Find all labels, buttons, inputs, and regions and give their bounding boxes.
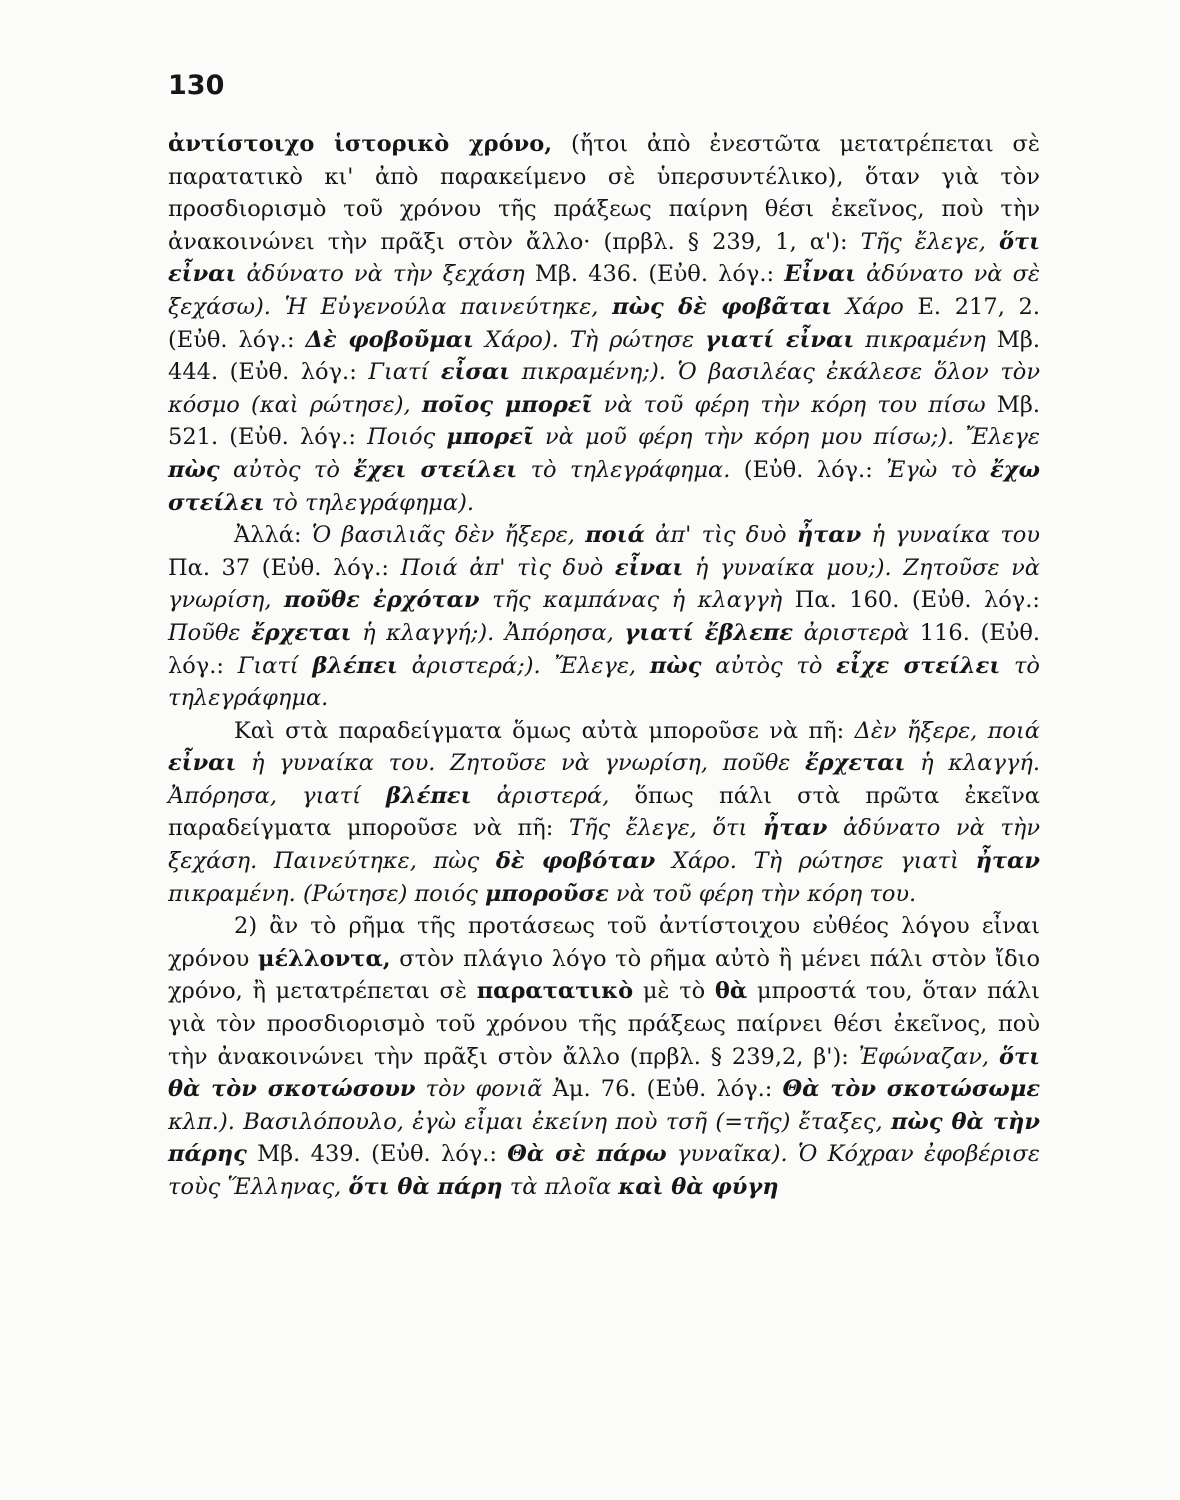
text-run: πικραμένη;). Ὁ βασιλέας ἐκάλεσε ὅλον τὸν κόσμο (καὶ ρώτησε), — [168, 359, 1041, 418]
text-run: Μβ. 444. (Εὐθ. λόγ.: — [168, 326, 1040, 386]
text-run: βλέπει — [312, 652, 398, 679]
text-run: ἦταν — [796, 522, 862, 549]
text-run: Θὰ τὸν σκοτώσωμε — [782, 1076, 1040, 1103]
text-run: θὰ — [714, 978, 748, 1005]
text-run: Εἶναι — [784, 261, 857, 288]
text-run: Χάρο. Τὴ ρώτησε γιατὶ — [655, 848, 976, 875]
text-run: εἶσαι — [440, 359, 511, 386]
text-run: Ἐφώναζαν, — [858, 1043, 999, 1070]
text-run: ποῖος μπορεῖ — [421, 391, 593, 418]
text-run: μπροστά του, ὅταν πάλι γιὰ τὸν προσδιορισμὸ τοῦ χρόνου τῆς πράξεως παίρνει θέσι ἐκεῖνος, ποὺ τὴν ἀνακοινώνει τὴν πρᾶξι στὸν ἄλλο (πρβλ. § 239,2, β'): — [168, 978, 1041, 1070]
text-run: ἀδύνατο νὰ σὲ ξεχάσω). Ἡ Εὐγενούλα παινεύτηκε, — [168, 261, 1040, 320]
text-run: ἀδύνατο νὰ τὴν ξεχάση — [236, 261, 525, 288]
text-run: ποῦθε ἐρχόταν — [284, 587, 480, 614]
text-run: Γιατί — [368, 359, 441, 386]
text-run: Ποιά ἀπ' τὶς δυὸ — [400, 554, 615, 581]
text-run: Μβ. 436. (Εὐθ. λόγ.: — [524, 261, 785, 288]
text-run: νὰ μοῦ φέρη τὴν κόρη μου πίσω;). Ἔλεγε — [533, 424, 1040, 451]
text-run: πὼς δὲ φοβᾶται — [612, 293, 833, 320]
text-run: Τῆς ἔλεγε, — [860, 228, 999, 255]
text-run: ἔχω στείλει — [168, 456, 1040, 516]
text-run: ἀντίστοιχο ἱστορικὸ χρόνο, — [168, 131, 553, 157]
text-run: ἡ γυναίκα μου;). Ζητοῦσε νὰ γνωρίση, — [168, 554, 1040, 614]
text-run: πὼς — [649, 652, 702, 679]
text-run: Θὰ σὲ πάρω — [507, 1141, 667, 1168]
text-run: νὰ τοῦ φέρη τὴν κόρη του πίσω — [592, 391, 986, 418]
text-run: ἡ κλαγγή;). Ἀπόρησα, — [351, 619, 625, 646]
text-run: Ἀλλά: — [234, 522, 312, 549]
text-run: μπορεῖ — [446, 424, 534, 451]
text-run: νὰ τοῦ φέρη τὴν κόρη του. — [608, 880, 917, 907]
text-run: ἀδύνατο νὰ τὴν ξεχάση. Παινεύτηκε, πὼς — [168, 815, 1041, 875]
text-run: Ποῦθε — [168, 619, 252, 646]
text-run: ἔχει στείλει — [353, 456, 518, 483]
paragraph-3 — [168, 715, 1040, 911]
text-run: γιατί εἶναι — [705, 326, 855, 353]
text-run: ἀριστερά;). Ἔλεγε, — [397, 652, 650, 679]
text-run: 116. (Εὐθ. λόγ.: — [168, 619, 1041, 679]
text-run: μποροῦσε — [484, 880, 609, 907]
text-run: Ποιός — [367, 424, 447, 451]
text-run: (Εὐθ. λόγ.: — [730, 456, 887, 483]
text-run: ἦταν — [762, 815, 828, 842]
text-run: ποιά — [585, 522, 645, 549]
text-run: τὸν φονιᾶ — [415, 1076, 543, 1103]
text-run: παρατατικὸ — [476, 978, 634, 1005]
text-run: στὸν πλάγιο λόγο τὸ ρῆμα αὐτὸ ἢ μένει πάλι στὸν ἴδιο χρόνο, ἢ μετατρέπεται σὲ — [168, 945, 1040, 1005]
text-run: Πα. 37 (Εὐθ. λόγ.: — [168, 554, 401, 581]
text-column — [168, 128, 1040, 1204]
text-run: ἡ κλαγγή. Ἀπόρησα, γιατί — [168, 750, 1040, 809]
text-run: Ὁ βασιλιᾶς δὲν ἤξερε, — [311, 522, 586, 549]
text-run: ἔρχεται — [804, 750, 906, 777]
text-run: ἀπ' τὶς δυὸ — [644, 522, 797, 549]
text-run: δὲ φοβόταν — [495, 848, 656, 875]
text-run: ὅτι εἶναι — [168, 228, 1040, 288]
paragraph-1 — [168, 128, 1040, 519]
text-run: τὰ πλοῖα — [502, 1174, 619, 1200]
text-run: κλπ.). Βασιλόπουλο, ἐγὼ εἶμαι ἐκείνη ποὺ τσῆ (=τῆς) ἔταξες, — [168, 1108, 891, 1135]
text-run: εἶχε στείλει — [836, 652, 1001, 679]
text-run: ὅτι θὰ τὸν σκοτώσουν — [168, 1043, 1040, 1103]
text-run: ἡ γυναίκα του — [861, 522, 1040, 549]
text-run: τὸ τηλεγράφημα. — [168, 652, 1040, 712]
text-run: πὼς θὰ τὴν πάρης — [168, 1108, 1040, 1168]
text-run: πὼς — [168, 456, 220, 483]
text-run: αὐτὸς τὸ — [701, 652, 837, 679]
text-run: 2) ἂν τὸ ρῆμα τῆς προτάσεως τοῦ ἀντίστοιχου εὐθέος λόγου εἶναι χρόνου — [168, 913, 1040, 972]
text-run: καὶ θὰ φύγη — [618, 1174, 779, 1200]
text-run: τὸ τηλεγράφημα). — [264, 489, 475, 516]
text-run: γυναῖκα). Ὁ Κόχραν ἐφοβέρισε τοὺς Ἕλληνας, — [168, 1141, 1040, 1200]
text-run: μέλλοντα, — [257, 945, 391, 972]
text-run: Δὲ φοβοῦμαι — [305, 326, 474, 353]
text-run: τὸ τηλεγράφημα. — [517, 456, 731, 483]
text-run: Χάρο — [832, 293, 904, 320]
text-run: εἶναι — [168, 750, 237, 777]
text-run: ἀριστερά, — [471, 782, 610, 809]
text-run: (ἤτοι ἀπὸ ἐνεστῶτα μετατρέπεται σὲ παρατατικὸ κι' ἀπὸ παρακείμενο σὲ ὑπερσυντέλικο), ὅταν γιὰ τὸν προσδιορισμὸ τοῦ χρόνου τῆς πράξεως παίρνη θέσι ἐκεῖνος, ποὺ τὴν ἀνακοινώνει τὴν πρᾶξι στὸν ἄλλο· (πρβλ. § 239, 1, α'): — [168, 131, 1040, 255]
text-run: ἔρχεται — [251, 619, 352, 646]
text-run: Καὶ στὰ παραδείγματα ὅμως αὐτὰ μποροῦσε νὰ πῆ: — [234, 717, 855, 744]
text-run: Πα. 160. (Εὐθ. λόγ.: — [782, 587, 1040, 614]
text-run: Τῆς ἔλεγε, ὅτι — [569, 815, 763, 842]
text-run: ἦταν — [975, 848, 1040, 875]
text-run: ἡ γυναίκα του. Ζητοῦσε νὰ γνωρίση, ποῦθε — [236, 750, 805, 777]
text-run: πικραμένη — [854, 326, 986, 353]
text-run: ὅτι θὰ πάρη — [348, 1174, 503, 1200]
text-run: τῆς καμπάνας ἡ κλαγγὴ — [479, 587, 783, 614]
text-run: πικραμένη. (Ρώτησε) ποιός — [168, 880, 485, 907]
text-run: Μβ. 439. (Εὐθ. λόγ.: — [246, 1141, 508, 1168]
text-run: μὲ τὸ — [633, 978, 715, 1005]
text-run: ὅπως πάλι στὰ πρῶτα ἐκεῖνα παραδείγματα μποροῦσε νὰ πῆ: — [168, 782, 1040, 842]
text-run: αὐτὸς τὸ — [219, 456, 354, 483]
text-run: ἀριστερὰ — [793, 619, 910, 646]
text-run: βλέπει — [386, 782, 472, 809]
text-run: Ἀμ. 76. (Εὐθ. λόγ.: — [542, 1076, 783, 1103]
text-run: Μβ. 521. (Εὐθ. λόγ.: — [168, 391, 1040, 451]
paragraph-2 — [168, 519, 1040, 715]
text-run: γιατί ἔβλεπε — [624, 619, 794, 646]
page-number: 130 — [168, 70, 225, 101]
text-run: εἶναι — [614, 554, 684, 581]
paragraph-4 — [168, 910, 1040, 1203]
text-run: Ε. 217, 2. (Εὐθ. λόγ.: — [168, 293, 1040, 353]
text-run: Χάρο). Τὴ ρώτησε — [473, 326, 706, 353]
text-run: Γιατί — [237, 652, 313, 679]
text-run: Δὲν ἤξερε, ποιά — [854, 717, 1040, 744]
text-run: Ἐγὼ τὸ — [886, 456, 991, 483]
